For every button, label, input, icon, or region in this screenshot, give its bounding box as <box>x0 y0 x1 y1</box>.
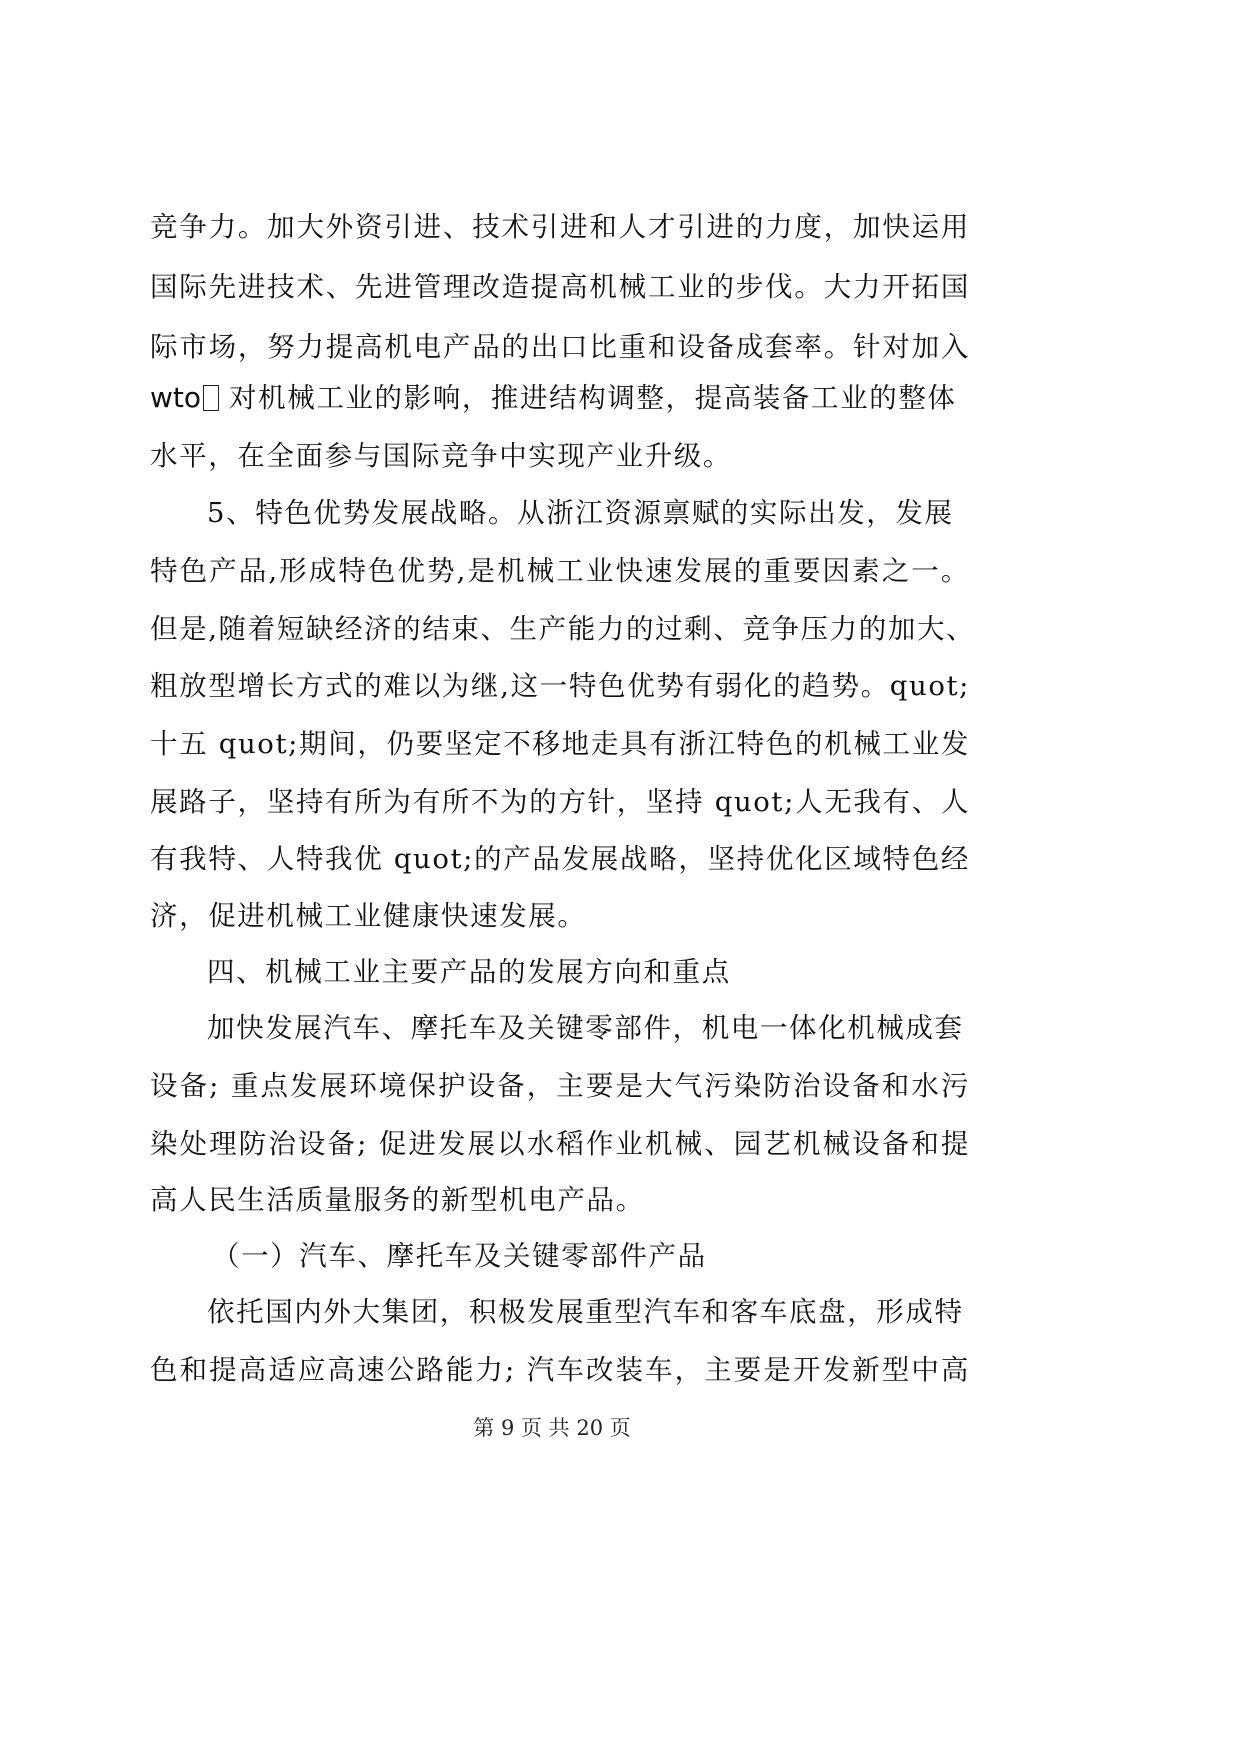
line-continuation: 对机械工业的影响，推进结构调整，提高装备工业的整体 <box>229 382 957 414</box>
paragraph-line: 有我特、人特我优 quot;的产品发展战略，坚持优化区域特色经 <box>150 843 970 875</box>
paragraph-line: 设备; 重点发展环境保护设备，主要是大气污染防治设备和水污 <box>150 1070 970 1102</box>
section-heading: 四、机械工业主要产品的发展方向和重点 <box>207 956 731 988</box>
subsection-heading: （一）汽车、摩托车及关键零部件产品 <box>212 1240 707 1272</box>
paragraph-line: 加快发展汽车、摩托车及关键零部件，机电一体化机械成套 <box>207 1012 964 1044</box>
paragraph-line: 竞争力。加大外资引进、技术引进和人才引进的力度，加快运用 <box>150 211 970 243</box>
missing-glyph-box <box>203 385 219 411</box>
paragraph-line <box>150 378 970 418</box>
paragraph-line: 济，促进机械工业健康快速发展。 <box>150 900 587 932</box>
paragraph-line: 十五 quot;期间，仍要坚定不移地走具有浙江特色的机械工业发 <box>150 728 970 760</box>
page-number-footer: 第 9 页 共 20 页 <box>473 1416 631 1440</box>
paragraph-line: 但是,随着短缺经济的结束、生产能力的过剩、竞争压力的加大、 <box>150 613 976 645</box>
paragraph-line: 展路子，坚持有所为有所不为的方针，坚持 quot;人无我有、人 <box>150 786 970 818</box>
paragraph-line: 依托国内外大集团，积极发展重型汽车和客车底盘，形成特 <box>207 1296 964 1328</box>
paragraph-line: 染处理防治设备; 促进发展以水稻作业机械、园艺机械设备和提 <box>150 1128 970 1160</box>
paragraph-line: 粗放型增长方式的难以为继,这一特色优势有弱化的趋势。quot; <box>150 670 970 702</box>
paragraph-line: 际市场，努力提高机电产品的出口比重和设备成套率。针对加入 <box>150 331 970 363</box>
paragraph-line: 高人民生活质量服务的新型机电产品。 <box>150 1184 645 1216</box>
paragraph-line: 水平，在全面参与国际竞争中实现产业升级。 <box>150 440 732 472</box>
paragraph-line: 5、特色优势发展战略。从浙江资源禀赋的实际出发，发展 <box>207 497 954 529</box>
paragraph-line: 国际先进技术、先进管理改造提高机械工业的步伐。大力开拓国 <box>150 271 970 303</box>
latin-term: wto <box>150 381 202 414</box>
paragraph-line: 色和提高适应高速公路能力; 汽车改装车，主要是开发新型中高 <box>150 1354 970 1386</box>
paragraph-line: 特色产品,形成特色优势,是机械工业快速发展的重要因素之一。 <box>150 555 970 587</box>
